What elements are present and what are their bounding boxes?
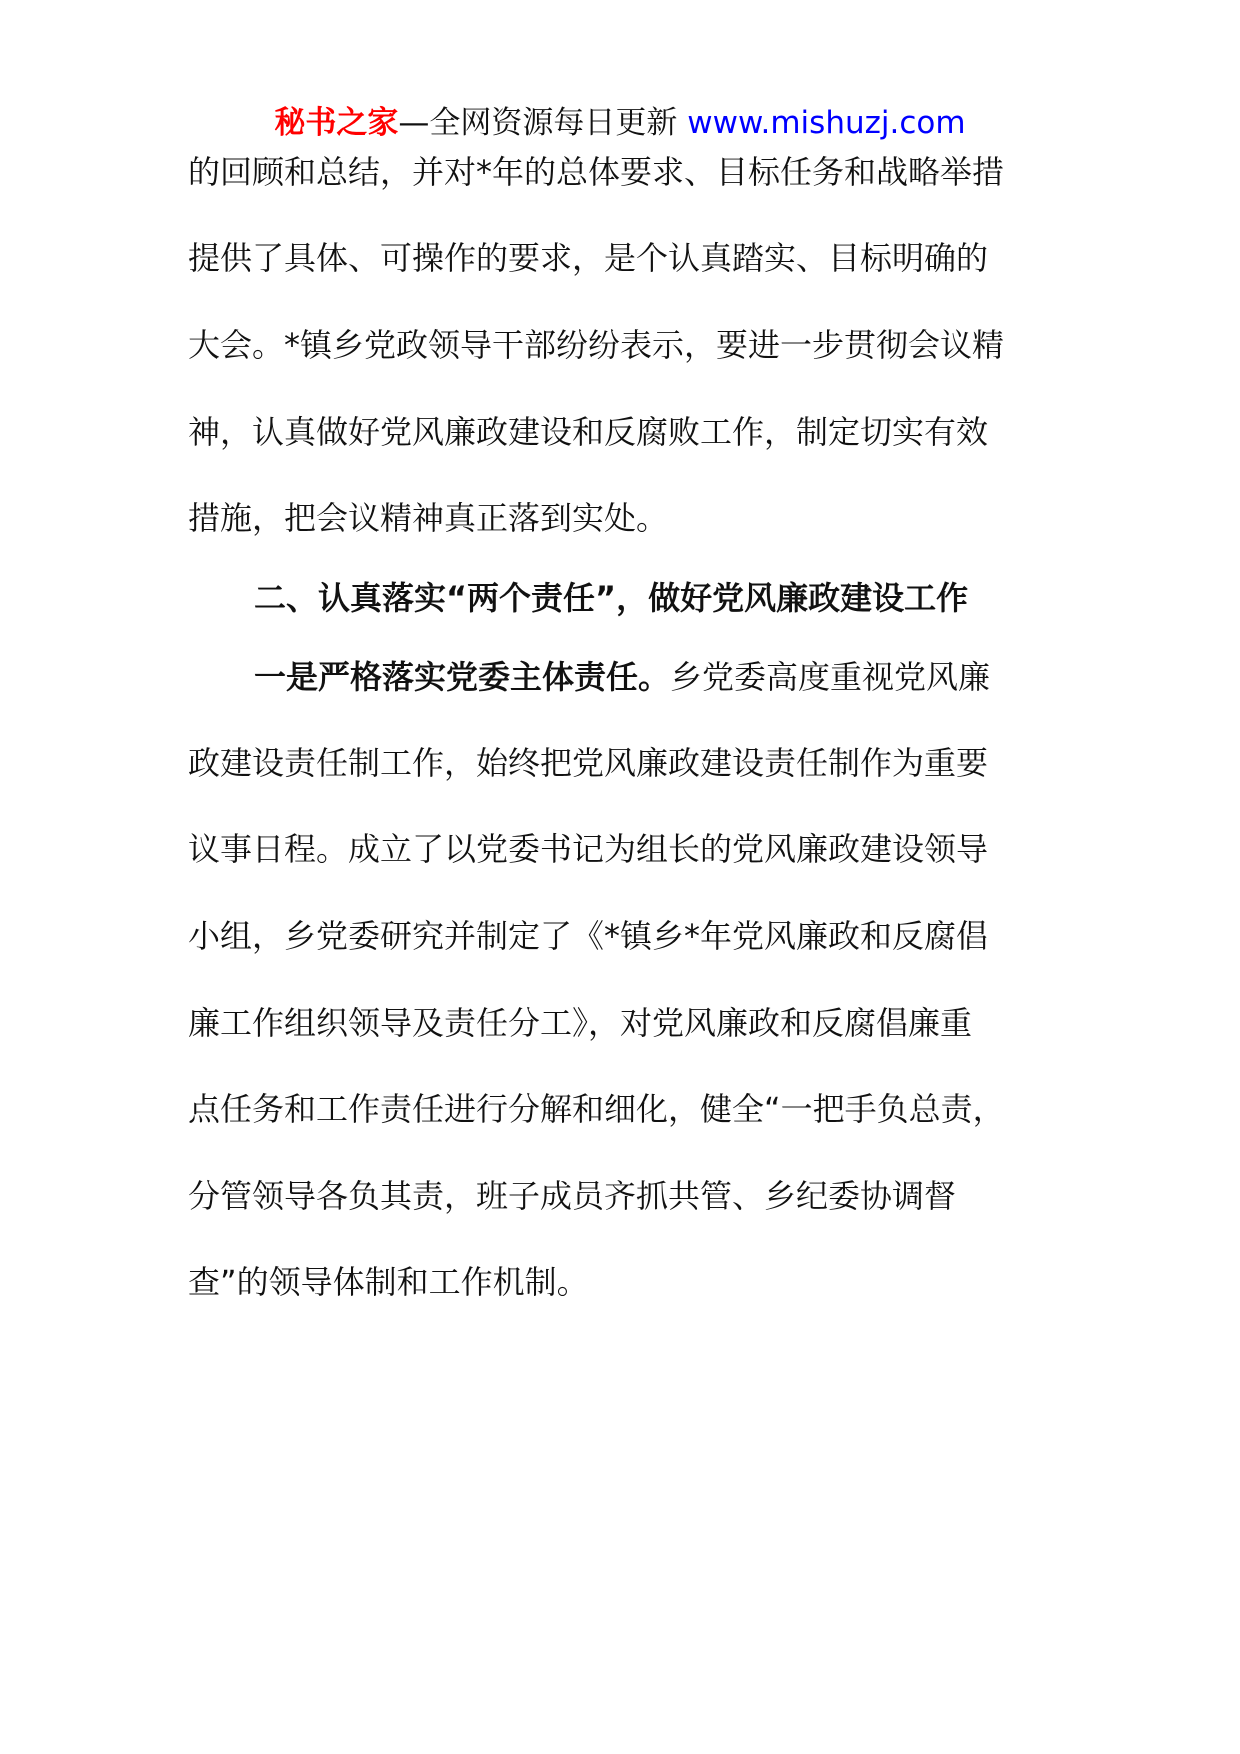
paragraph-line: 的回顾和总结，并对*年的总体要求、目标任务和战略举措 xyxy=(188,153,1005,191)
paragraph-line: 措施，把会议精神真正落到实处。 xyxy=(188,499,669,537)
paragraph-line: 分管领导各负其责，班子成员齐抓共管、乡纪委协调督 xyxy=(188,1177,957,1215)
paragraph-line: 神，认真做好党风廉政建设和反腐败工作，制定切实有效 xyxy=(188,413,989,451)
header-tagline: —全网资源每日更新 xyxy=(398,105,688,141)
paragraph-line xyxy=(254,655,990,699)
header-url[interactable]: www.mishuzj.com xyxy=(687,105,966,141)
paragraph-line: 廉工作组织领导及责任分工》，对党风廉政和反腐倡廉重 xyxy=(188,1004,973,1042)
brand-name: 秘书之家 xyxy=(274,105,399,141)
paragraph-line: 大会。*镇乡党政领导干部纷纷表示，要进一步贯彻会议精 xyxy=(188,326,1005,364)
paragraph-line: 政建设责任制工作，始终把党风廉政建设责任制作为重要 xyxy=(188,744,989,782)
paragraph-line: 小组，乡党委研究并制定了《*镇乡*年党风廉政和反腐倡 xyxy=(188,917,989,955)
paragraph-text: 乡党委高度重视党风廉 xyxy=(670,658,991,696)
paragraph-line: 点任务和工作责任进行分解和细化，健全“一把手负总责， xyxy=(188,1090,1005,1128)
paragraph-line: 查”的领导体制和工作机制。 xyxy=(188,1263,589,1301)
lead-phrase: 一是严格落实党委主体责任。 xyxy=(254,658,671,696)
paragraph-line: 议事日程。成立了以党委书记为组长的党风廉政建设领导 xyxy=(188,830,989,868)
paragraph-line: 提供了具体、可操作的要求，是个认真踏实、目标明确的 xyxy=(188,239,989,277)
section-heading: 二、认真落实“两个责任”，做好党风廉政建设工作 xyxy=(254,579,969,617)
page-header xyxy=(0,100,1240,146)
